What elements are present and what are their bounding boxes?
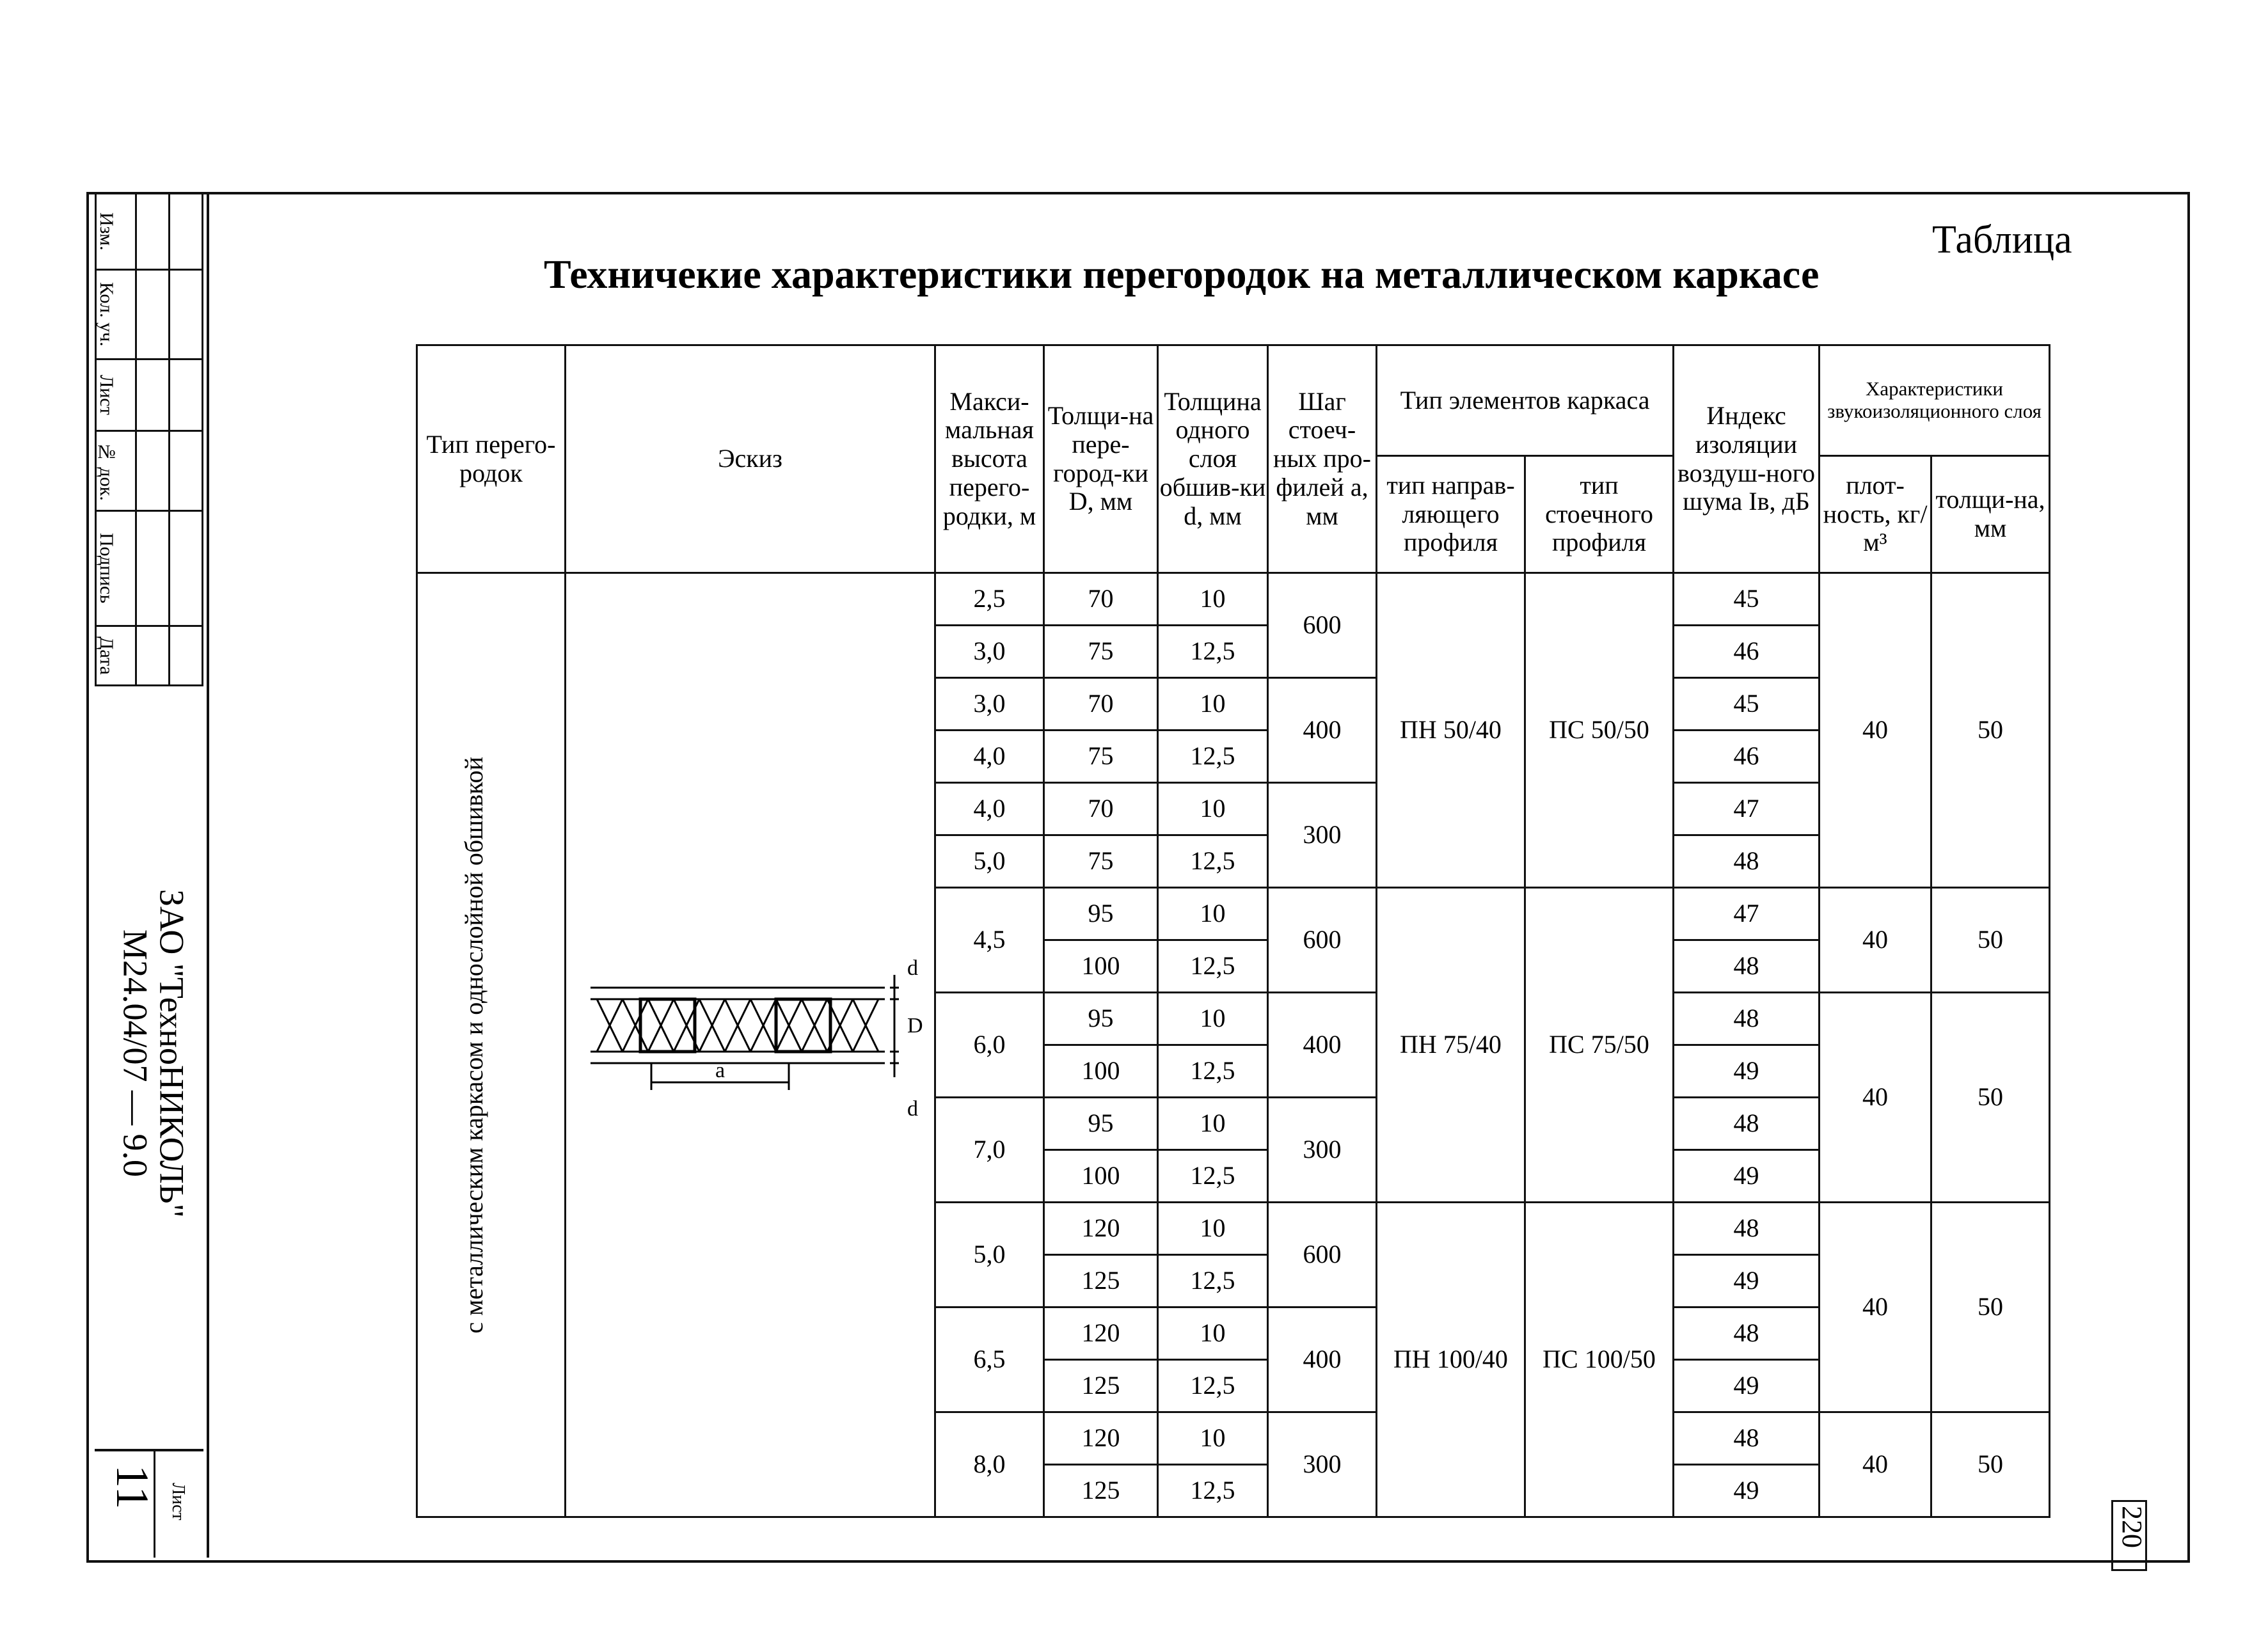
cell-stud-profile: ПС 50/50: [1525, 573, 1674, 888]
cell-layer: 10: [1158, 888, 1268, 940]
header-sound-layer: Характеристики звукоизоляционного слоя: [1820, 345, 2050, 456]
cell-index: 46: [1674, 731, 1820, 783]
cell-guide-profile: ПН 50/40: [1377, 573, 1525, 888]
cell-index: 47: [1674, 888, 1820, 940]
sketch-label-d-bottom: d: [907, 1096, 918, 1121]
partition-sketch: [584, 956, 923, 1128]
cell-thickness: 75: [1044, 731, 1158, 783]
cell-thickness: 120: [1044, 1412, 1158, 1465]
cell-thickness: 75: [1044, 626, 1158, 678]
cell-index: 48: [1674, 1307, 1820, 1360]
cell-thickness: 125: [1044, 1465, 1158, 1517]
cell-layer: 10: [1158, 1307, 1268, 1360]
header-type: Тип перего-родок: [417, 345, 566, 573]
characteristics-table: [416, 344, 2050, 1518]
partition-type: с металлическим каркасом и однослойной обшивкой: [459, 756, 488, 1334]
cell-step: 600: [1268, 1203, 1377, 1307]
cell-height: 5,0: [935, 835, 1044, 888]
cell-step: 400: [1268, 993, 1377, 1098]
table-caption: Таблица: [1932, 218, 2072, 262]
cell-height: 6,5: [935, 1307, 1044, 1412]
page-number: 220: [2116, 1506, 2148, 1548]
cell-step: 400: [1268, 1307, 1377, 1412]
cell-density: 40: [1820, 888, 1931, 993]
cell-index: 48: [1674, 835, 1820, 888]
revision-stamp: [95, 192, 203, 686]
cell-height: 7,0: [935, 1098, 1044, 1203]
cell-height: 4,0: [935, 731, 1044, 783]
cell-step: 300: [1268, 1412, 1377, 1517]
sheet-label: Лист: [168, 1483, 188, 1521]
cell-layer: 10: [1158, 678, 1268, 731]
stamp-label: Подпись: [96, 533, 117, 604]
cell-thickness: 120: [1044, 1307, 1158, 1360]
stamp-label: Кол. уч.: [96, 282, 117, 347]
cell-layer: 12,5: [1158, 1045, 1268, 1098]
sheet-number: 11: [107, 1465, 158, 1510]
header-density: плот-ность, кг/м³: [1820, 456, 1931, 573]
cell-index: 47: [1674, 783, 1820, 835]
company-name: ЗАО "ТехноНИКОЛЬ": [152, 889, 191, 1218]
cell-layer: 12,5: [1158, 1360, 1268, 1412]
cell-height: 3,0: [935, 678, 1044, 731]
cell-height: 4,5: [935, 888, 1044, 993]
header-sketch: Эскиз: [566, 345, 935, 573]
stamp-label: Изм.: [96, 212, 117, 251]
cell-density: 40: [1820, 993, 1931, 1203]
cell-index: 49: [1674, 1360, 1820, 1412]
cell-thickness: 70: [1044, 678, 1158, 731]
cell-guide-profile: ПН 75/40: [1377, 888, 1525, 1203]
cell-layer: 10: [1158, 993, 1268, 1045]
header-max-height: Макси-мальная высота перего-родки, м: [935, 345, 1044, 573]
cell-layer-thickness: 50: [1931, 888, 2050, 993]
header-guide-profile: тип направ-ляющего профиля: [1377, 456, 1525, 573]
cell-layer-thickness: 50: [1931, 1203, 2050, 1412]
document-code: М24.04/07 — 9.0: [116, 929, 155, 1178]
header-step: Шаг стоеч-ных про-филей а, мм: [1268, 345, 1377, 573]
cell-layer-thickness: 50: [1931, 573, 2050, 888]
table-row: [417, 573, 2050, 626]
header-thickness: Толщи-на пере-город-ки D, мм: [1044, 345, 1158, 573]
sketch-cell: [566, 573, 935, 1517]
cell-thickness: 75: [1044, 835, 1158, 888]
cell-layer: 12,5: [1158, 940, 1268, 993]
sketch-label-D: D: [907, 1013, 923, 1038]
cell-index: 48: [1674, 1098, 1820, 1150]
cell-thickness: 100: [1044, 1150, 1158, 1203]
header-frame-elements: Тип элементов каркаса: [1377, 345, 1674, 456]
cell-layer: 12,5: [1158, 1465, 1268, 1517]
cell-layer-thickness: 50: [1931, 993, 2050, 1203]
cell-step: 600: [1268, 888, 1377, 993]
cell-thickness: 95: [1044, 1098, 1158, 1150]
cell-height: 5,0: [935, 1203, 1044, 1307]
cell-density: 40: [1820, 1412, 1931, 1517]
cell-thickness: 70: [1044, 573, 1158, 626]
cell-layer-thickness: 50: [1931, 1412, 2050, 1517]
partition-type-cell: [417, 573, 566, 1517]
cell-layer: 12,5: [1158, 626, 1268, 678]
page-title: Техничекие характеристики перегородок на металлическом каркасе: [544, 251, 1820, 297]
header-stud-profile: тип стоечного профиля: [1525, 456, 1674, 573]
header-layer-thickness-mm: толщи-на, мм: [1931, 456, 2050, 573]
cell-layer: 10: [1158, 783, 1268, 835]
cell-layer: 10: [1158, 1098, 1268, 1150]
cell-thickness: 70: [1044, 783, 1158, 835]
company-block: [117, 889, 189, 1218]
cell-index: 48: [1674, 1412, 1820, 1465]
cell-height: 3,0: [935, 626, 1044, 678]
cell-index: 49: [1674, 1465, 1820, 1517]
cell-thickness: 100: [1044, 940, 1158, 993]
cell-stud-profile: ПС 100/50: [1525, 1203, 1674, 1517]
sketch-label-a: a: [715, 1058, 725, 1082]
stamp-label: Лист: [96, 375, 117, 415]
cell-layer: 12,5: [1158, 731, 1268, 783]
sketch-label-d-top: d: [907, 956, 918, 980]
cell-layer: 12,5: [1158, 835, 1268, 888]
header-layer-thickness: Толщина одного слоя обшив-ки d, мм: [1158, 345, 1268, 573]
cell-height: 2,5: [935, 573, 1044, 626]
cell-step: 600: [1268, 573, 1377, 678]
cell-density: 40: [1820, 1203, 1931, 1412]
cell-layer: 10: [1158, 573, 1268, 626]
cell-index: 45: [1674, 573, 1820, 626]
cell-thickness: 95: [1044, 993, 1158, 1045]
cell-thickness: 120: [1044, 1203, 1158, 1255]
cell-index: 46: [1674, 626, 1820, 678]
cell-index: 45: [1674, 678, 1820, 731]
cell-index: 49: [1674, 1150, 1820, 1203]
cell-step: 400: [1268, 678, 1377, 783]
cell-step: 300: [1268, 1098, 1377, 1203]
stamp-label: Дата: [96, 636, 117, 675]
cell-layer: 12,5: [1158, 1150, 1268, 1203]
cell-stud-profile: ПС 75/50: [1525, 888, 1674, 1203]
cell-thickness: 125: [1044, 1255, 1158, 1307]
page-number-box: [2111, 1500, 2147, 1571]
cell-index: 49: [1674, 1045, 1820, 1098]
cell-height: 6,0: [935, 993, 1044, 1098]
cell-index: 48: [1674, 993, 1820, 1045]
stamp-label: № док.: [96, 441, 117, 501]
cell-thickness: 95: [1044, 888, 1158, 940]
cell-layer: 12,5: [1158, 1255, 1268, 1307]
cell-height: 8,0: [935, 1412, 1044, 1517]
cell-height: 4,0: [935, 783, 1044, 835]
cell-layer: 10: [1158, 1412, 1268, 1465]
cell-index: 49: [1674, 1255, 1820, 1307]
cell-index: 48: [1674, 940, 1820, 993]
cell-thickness: 125: [1044, 1360, 1158, 1412]
cell-layer: 10: [1158, 1203, 1268, 1255]
header-insulation-index: Индекс изоляции воздуш-ного шума Iв, дБ: [1674, 345, 1820, 573]
cell-guide-profile: ПН 100/40: [1377, 1203, 1525, 1517]
cell-step: 300: [1268, 783, 1377, 888]
cell-index: 48: [1674, 1203, 1820, 1255]
cell-density: 40: [1820, 573, 1931, 888]
cell-thickness: 100: [1044, 1045, 1158, 1098]
